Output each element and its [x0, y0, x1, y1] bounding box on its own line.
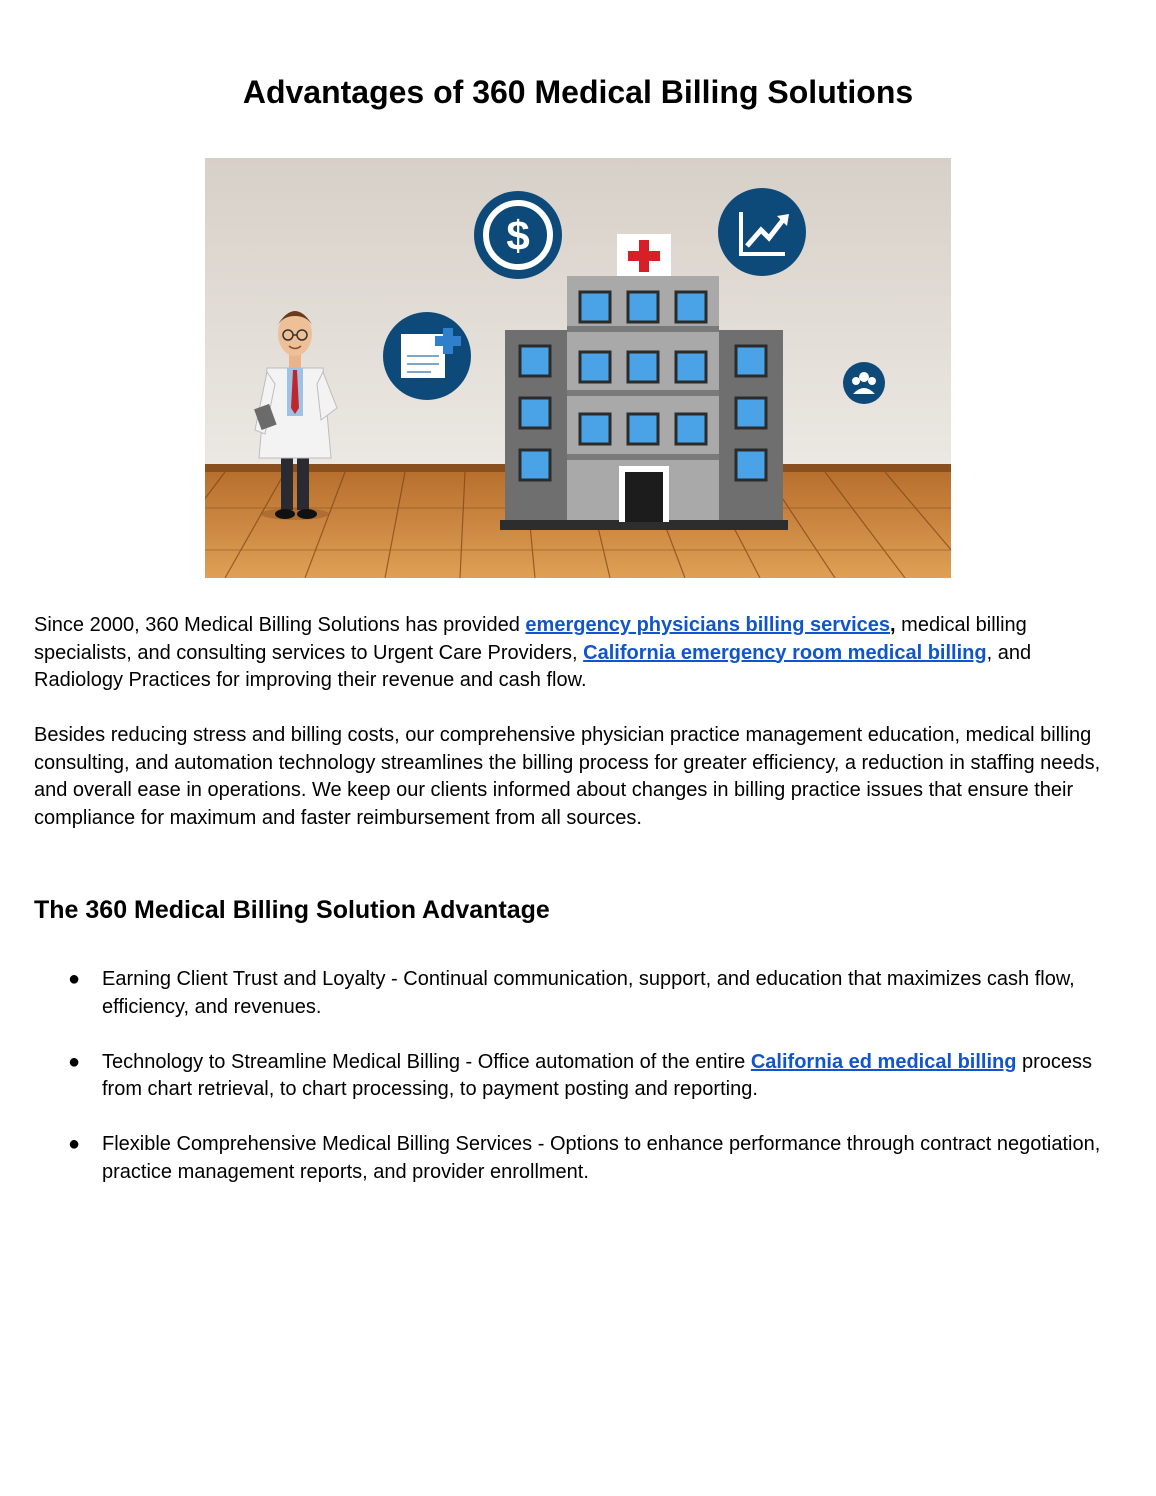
hero-illustration — [205, 158, 951, 578]
team-icon — [843, 362, 885, 404]
medical-form-icon — [383, 312, 471, 400]
dollar-icon — [474, 191, 562, 279]
list-item — [34, 966, 1124, 1021]
california-er-billing-link[interactable]: California emergency room medical billing — [583, 641, 987, 664]
list-item — [34, 1049, 1124, 1104]
list-item — [34, 1131, 1124, 1186]
emergency-physicians-billing-link[interactable]: emergency physicians billing services — [525, 614, 891, 636]
list-item-text: Earning Client Trust and Loyalty - Continual communication, support, and education that maximizes cash flow, efficiency, and revenues. — [102, 968, 1075, 1018]
bullet-icon: ● — [68, 968, 81, 990]
bullet-icon: ● — [68, 1133, 81, 1155]
text-run: , and Radiology Practices for improving their revenue and cash flow. — [34, 641, 1032, 691]
california-ed-billing-link[interactable]: California ed medical billing — [750, 1050, 1017, 1073]
comma: , — [890, 614, 896, 636]
list-item-text: Technology to Streamline Medical Billing - Office automation of the entire — [102, 1050, 751, 1073]
text-run: medical billing specialists, and consulting services to Urgent Care Providers, — [34, 614, 1027, 664]
section-title: The 360 Medical Billing Solution Advantage — [34, 896, 550, 924]
svg-text:$: $ — [506, 212, 530, 259]
text-run: Since 2000, 360 Medical Billing Solutions has provided — [34, 614, 526, 636]
intro-paragraph-2: Besides reducing stress and billing costs, our comprehensive physician practice management education, medical billing consulting, and automation technology streamlines the billing process for greater efficiency, a reduction in staffing needs, and overall ease in operations. We keep our clients informed about changes in billing practice issues that ensure their compliance for maximum and faster reimbursement from all sources. — [34, 724, 1101, 829]
page-title: Advantages of 360 Medical Billing Solutions — [242, 74, 914, 110]
intro-paragraph-1 — [34, 612, 1124, 695]
growth-chart-icon — [718, 188, 806, 276]
bullet-icon: ● — [68, 1050, 81, 1073]
list-item-text: Flexible Comprehensive Medical Billing Services - Options to enhance performance through contract negotiation, practice management reports, and provider enrollment. — [102, 1133, 1101, 1183]
advantage-list — [34, 966, 1124, 1214]
list-item-text: process from chart retrieval, to chart processing, to payment posting and reporting. — [102, 1050, 1093, 1100]
